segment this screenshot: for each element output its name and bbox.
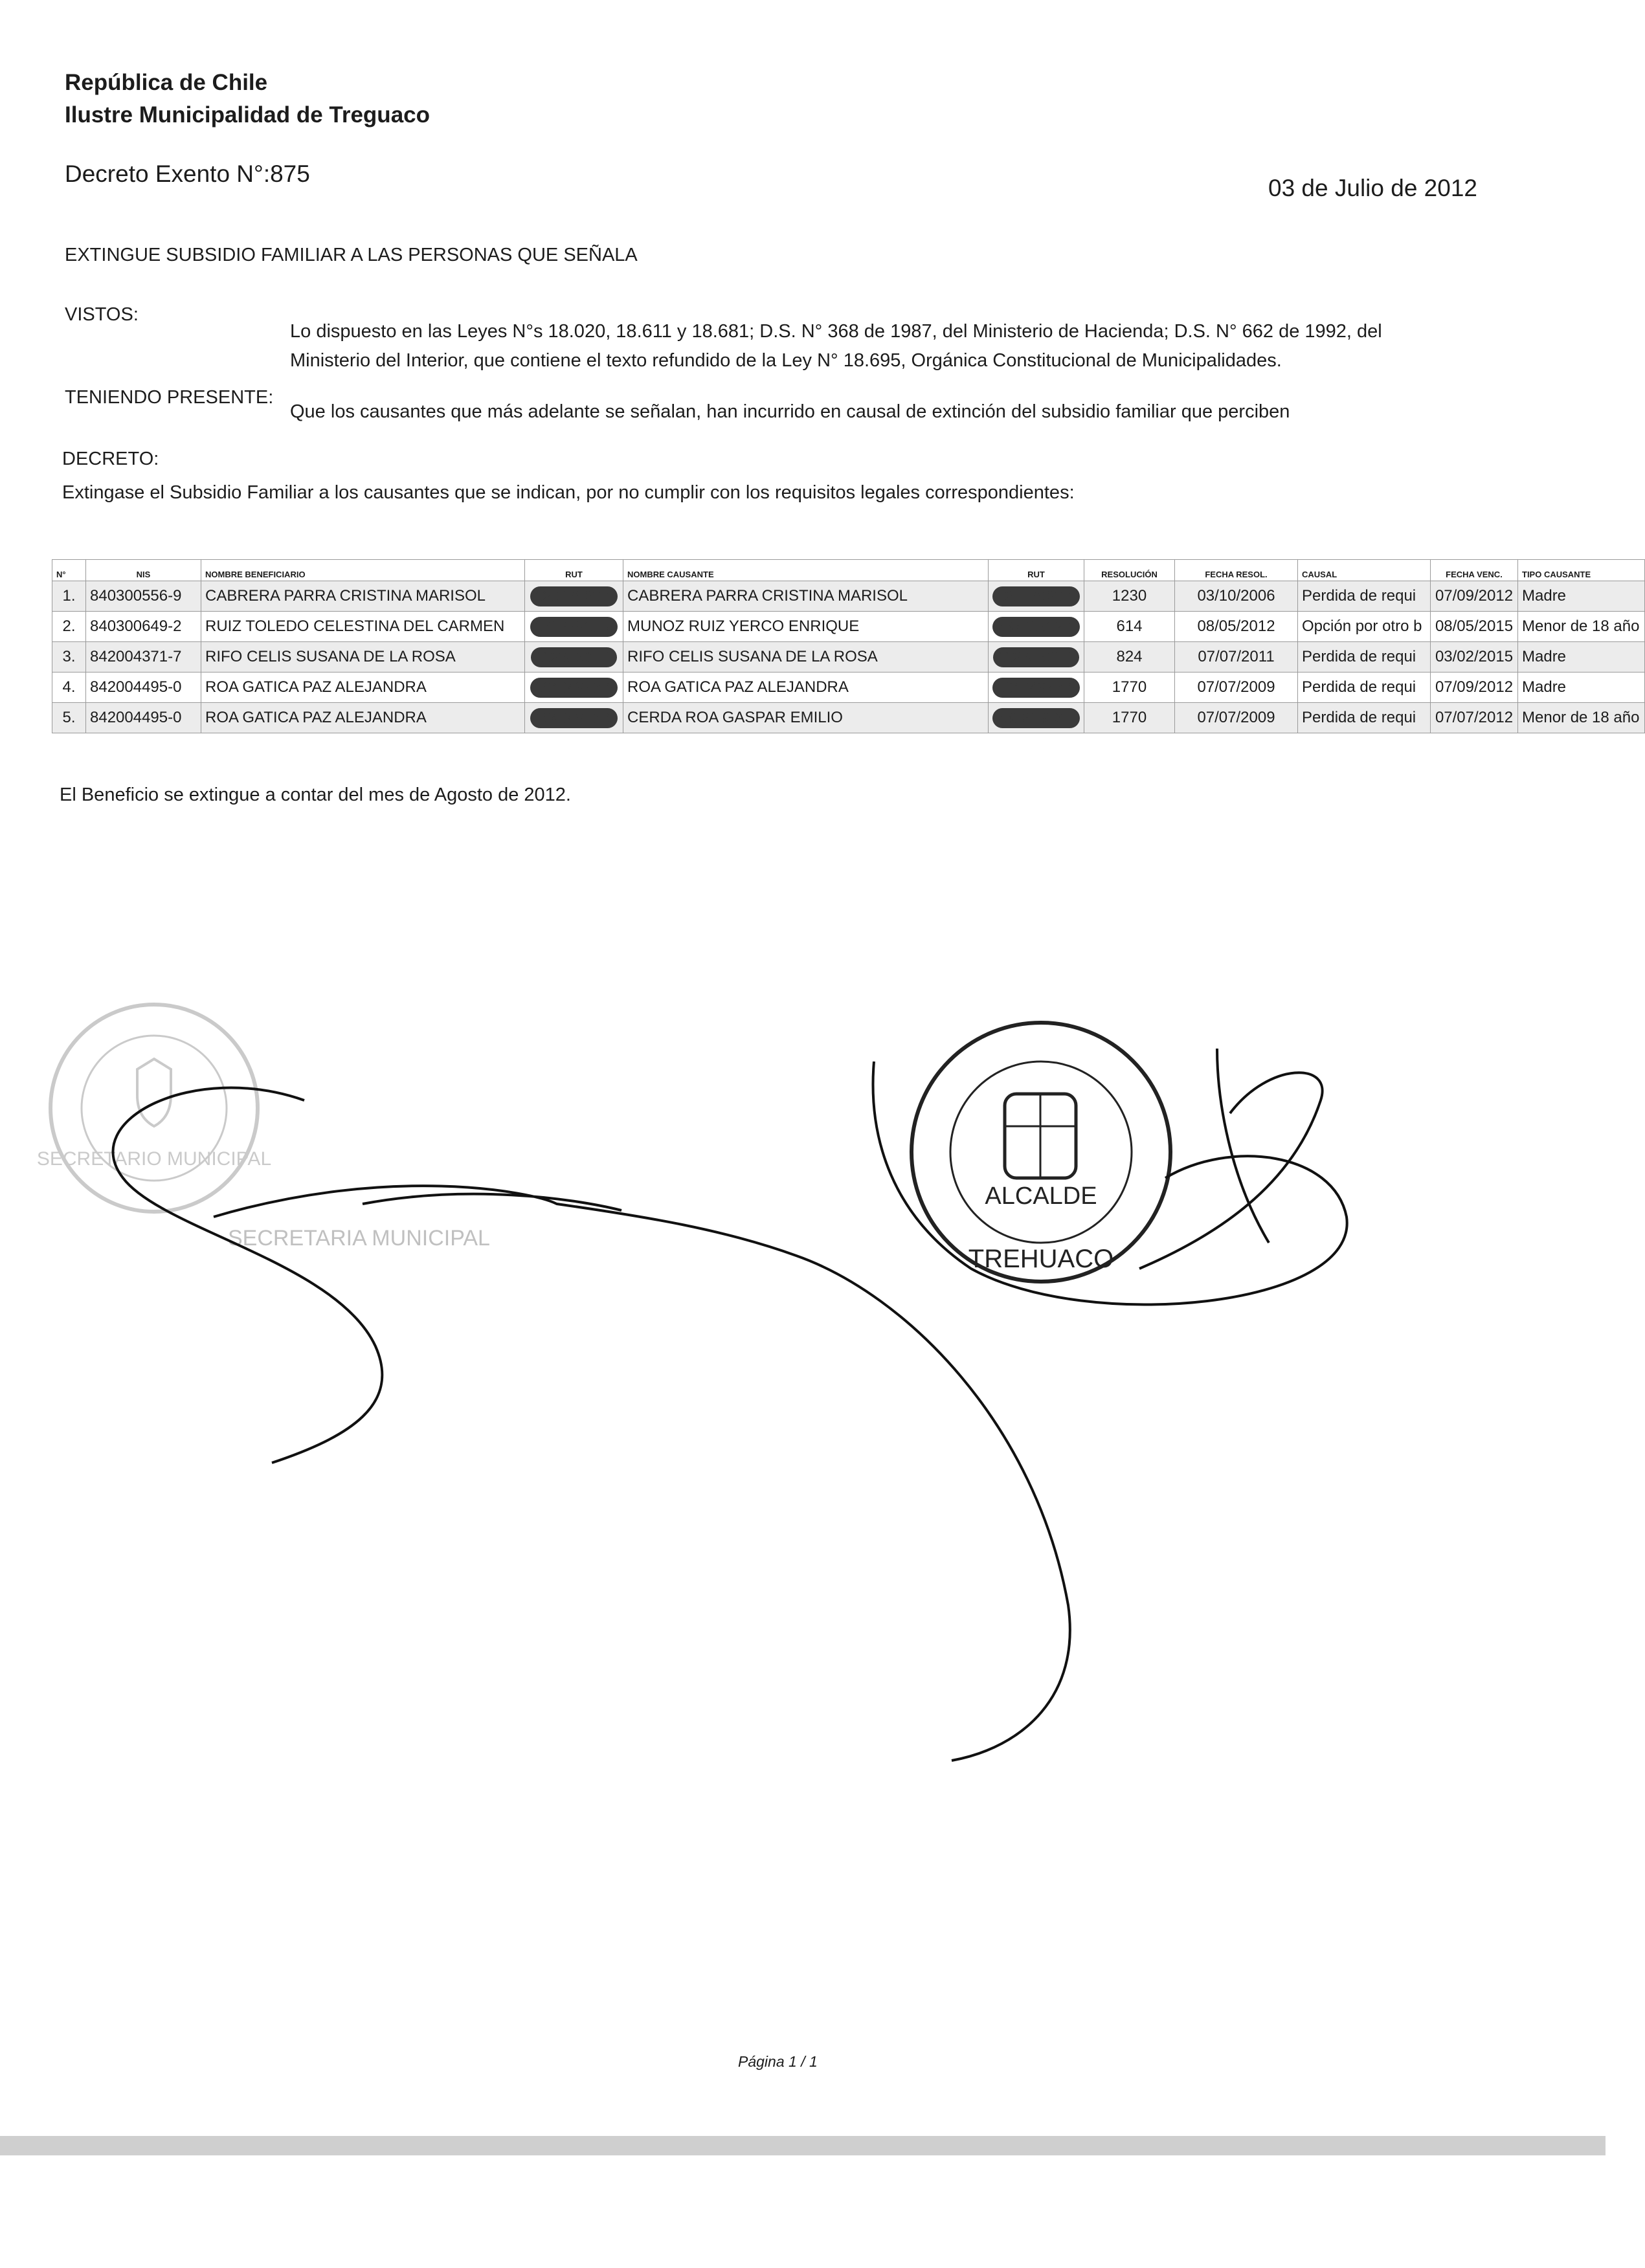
cell-causal: Opción por otro b bbox=[1298, 612, 1431, 642]
cell-fecha-resol: 07/07/2009 bbox=[1175, 673, 1298, 703]
decreto-text: Extingase el Subsidio Familiar a los causantes que se indican, por no cumplir con los requisitos legales correspondientes: bbox=[62, 482, 1075, 503]
cell-resolucion: 614 bbox=[1084, 612, 1175, 642]
cell-n: 1. bbox=[52, 581, 86, 612]
cell-causal: Perdida de requi bbox=[1298, 581, 1431, 612]
col-header-n: N° bbox=[52, 560, 86, 581]
cell-causante: CERDA ROA GASPAR EMILIO bbox=[623, 703, 989, 733]
cell-fecha-venc: 03/02/2015 bbox=[1431, 642, 1518, 673]
cell-causante: CABRERA PARRA CRISTINA MARISOL bbox=[623, 581, 989, 612]
header-municipality: Ilustre Municipalidad de Treguaco bbox=[65, 102, 430, 128]
vistos-line-1: Lo dispuesto en las Leyes N°s 18.020, 18.611 y 18.681; D.S. N° 368 de 1987, del Ministerio de Hacienda; D.S. N° 662 de 1992, del bbox=[290, 321, 1382, 342]
cell-causal: Perdida de requi bbox=[1298, 703, 1431, 733]
cell-nis: 840300556-9 bbox=[86, 581, 201, 612]
cell-beneficiario: RUIZ TOLEDO CELESTINA DEL CARMEN bbox=[201, 612, 525, 642]
mayor-stamp-center: ALCALDE bbox=[985, 1183, 1097, 1210]
cell-tipo: Madre bbox=[1518, 673, 1645, 703]
redacted-rut: 12007829-1 bbox=[992, 586, 1080, 606]
decree-number: Decreto Exento N°:875 bbox=[65, 161, 310, 187]
header-republic: República de Chile bbox=[65, 70, 268, 95]
cell-fecha-resol: 07/07/2009 bbox=[1175, 703, 1298, 733]
cell-tipo: Menor de 18 año bbox=[1518, 612, 1645, 642]
cell-fecha-venc: 07/09/2012 bbox=[1431, 673, 1518, 703]
decree-subject: EXTINGUE SUBSIDIO FAMILIAR A LAS PERSONAS QUE SEÑALA bbox=[65, 245, 638, 265]
cell-causante: ROA GATICA PAZ ALEJANDRA bbox=[623, 673, 989, 703]
cell-causante: RIFO CELIS SUSANA DE LA ROSA bbox=[623, 642, 989, 673]
cell-n: 3. bbox=[52, 642, 86, 673]
secretary-stamp-caption: SECRETARIA MUNICIPAL bbox=[228, 1226, 490, 1251]
col-header-resolucion: RESOLUCIÓN bbox=[1084, 560, 1175, 581]
cell-nis: 840300649-2 bbox=[86, 612, 201, 642]
vistos-label: VISTOS: bbox=[65, 304, 139, 325]
vistos-line-2: Ministerio del Interior, que contiene el texto refundido de la Ley N° 18.695, Orgánica Constitucional de Municipalidades. bbox=[290, 350, 1282, 371]
redacted-rut: 13127910-8 bbox=[530, 617, 618, 637]
secretary-stamp bbox=[37, 1005, 271, 1212]
cell-fecha-resol: 07/07/2011 bbox=[1175, 642, 1298, 673]
col-header-causante: NOMBRE CAUSANTE bbox=[623, 560, 989, 581]
cell-resolucion: 1770 bbox=[1084, 703, 1175, 733]
secretary-stamp-center: SECRETARIO MUNICIPAL bbox=[36, 1148, 272, 1170]
redacted-rut: 11290301-1 bbox=[531, 647, 617, 667]
cell-fecha-resol: 03/10/2006 bbox=[1175, 581, 1298, 612]
col-header-fecha-venc: FECHA VENC. bbox=[1431, 560, 1518, 581]
redacted-rut: 16404973-6 bbox=[530, 708, 618, 728]
cell-nis: 842004495-0 bbox=[86, 673, 201, 703]
cell-beneficiario: CABRERA PARRA CRISTINA MARISOL bbox=[201, 581, 525, 612]
cell-fecha-venc: 08/05/2015 bbox=[1431, 612, 1518, 642]
teniendo-label: TENIENDO PRESENTE: bbox=[65, 387, 274, 408]
cell-fecha-resol: 08/05/2012 bbox=[1175, 612, 1298, 642]
col-header-rut-causante: RUT bbox=[989, 560, 1084, 581]
teniendo-text: Que los causantes que más adelante se señalan, han incurrido en causal de extinción del subsidio familiar que perciben bbox=[290, 401, 1290, 422]
redacted-rut: 12007829-1 bbox=[530, 586, 618, 606]
cell-resolucion: 824 bbox=[1084, 642, 1175, 673]
coat-of-arms-icon bbox=[137, 1059, 171, 1126]
cell-nis: 842004371-7 bbox=[86, 642, 201, 673]
cell-nis: 842004495-0 bbox=[86, 703, 201, 733]
col-header-fecha-resol: FECHA RESOL. bbox=[1175, 560, 1298, 581]
page-number: Página 1 / 1 bbox=[738, 2053, 818, 2070]
cell-tipo: Madre bbox=[1518, 581, 1645, 612]
col-header-causal: CAUSAL bbox=[1298, 560, 1431, 581]
col-header-rut-beneficiario: RUT bbox=[525, 560, 623, 581]
col-header-beneficiario: NOMBRE BENEFICIARIO bbox=[201, 560, 525, 581]
secretary-signature bbox=[113, 1088, 1069, 1761]
decree-date: 03 de Julio de 2012 bbox=[1268, 175, 1477, 201]
cell-fecha-venc: 07/09/2012 bbox=[1431, 581, 1518, 612]
mayor-stamp-bottom: TREHUACO bbox=[968, 1245, 1114, 1273]
redacted-rut: 23702512-1 bbox=[992, 617, 1080, 637]
redacted-rut: 23021326-7 bbox=[992, 708, 1080, 728]
cell-beneficiario: ROA GATICA PAZ ALEJANDRA bbox=[201, 673, 525, 703]
cell-beneficiario: RIFO CELIS SUSANA DE LA ROSA bbox=[201, 642, 525, 673]
cell-n: 5. bbox=[52, 703, 86, 733]
cell-causante: MUNOZ RUIZ YERCO ENRIQUE bbox=[623, 612, 989, 642]
redacted-rut: 11290301-1 bbox=[993, 647, 1079, 667]
decreto-label: DECRETO: bbox=[62, 449, 159, 469]
closing-text: El Beneficio se extingue a contar del mes de Agosto de 2012. bbox=[60, 784, 571, 805]
cell-resolucion: 1230 bbox=[1084, 581, 1175, 612]
cell-fecha-venc: 07/07/2012 bbox=[1431, 703, 1518, 733]
cell-tipo: Menor de 18 año bbox=[1518, 703, 1645, 733]
scan-edge-band bbox=[0, 2136, 1606, 2155]
redacted-rut: 16404973-6 bbox=[530, 678, 618, 698]
col-header-nis: NIS bbox=[86, 560, 201, 581]
cell-beneficiario: ROA GATICA PAZ ALEJANDRA bbox=[201, 703, 525, 733]
cell-causal: Perdida de requi bbox=[1298, 642, 1431, 673]
cell-n: 2. bbox=[52, 612, 86, 642]
cell-tipo: Madre bbox=[1518, 642, 1645, 673]
redacted-rut: 16404973-6 bbox=[992, 678, 1080, 698]
col-header-tipo: TIPO CAUSANTE bbox=[1518, 560, 1645, 581]
mayor-stamp bbox=[912, 1023, 1170, 1282]
cell-n: 4. bbox=[52, 673, 86, 703]
cell-resolucion: 1770 bbox=[1084, 673, 1175, 703]
cell-causal: Perdida de requi bbox=[1298, 673, 1431, 703]
